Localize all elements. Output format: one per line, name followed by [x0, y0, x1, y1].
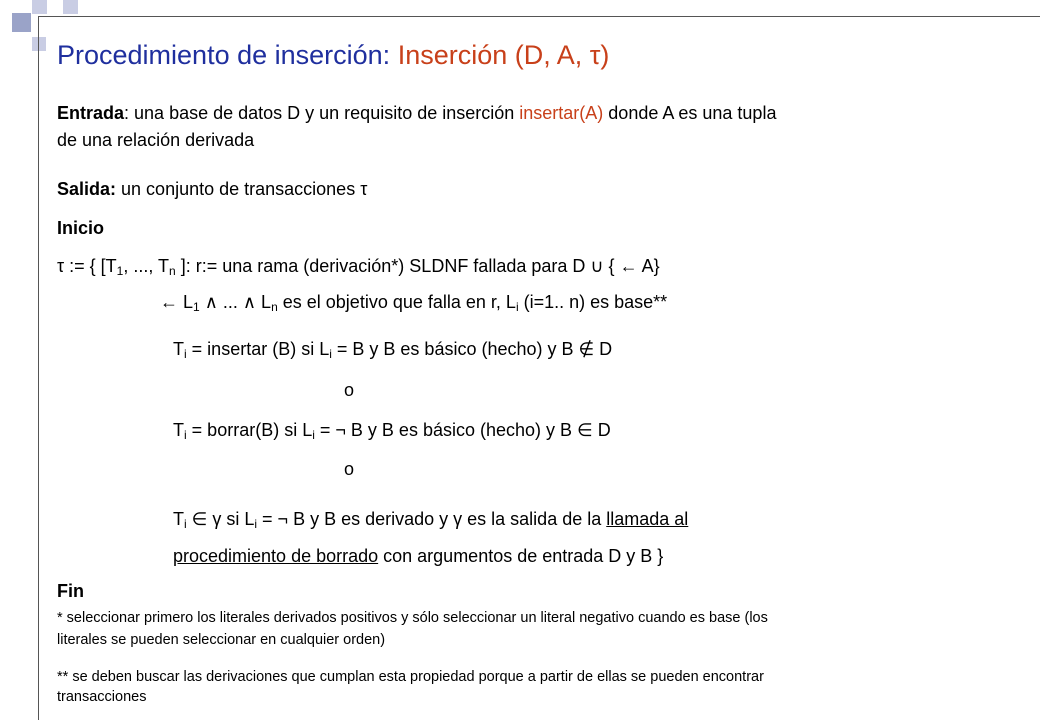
- entrada-line-1: Entrada: una base de datos D y un requisito de inserción insertar(A) donde A es una tupla: [57, 103, 777, 123]
- footnote-1-line-1: * seleccionar primero los literales derivados positivos y sólo seleccionar un literal negativo cuando es base (los: [57, 610, 768, 626]
- footnote-2: [57, 666, 764, 706]
- decor-square: [32, 37, 46, 51]
- tau-definition: τ := { [$T_1$, ..., $T_n$ ]: r:= una rama (derivación*) SLDNF fallada para D ∪ { ← A}: [57, 256, 660, 278]
- or-2: o: [344, 459, 355, 479]
- ti-derived-rule-line-1: $T_i$ ∈ γ si $L_i$ = ¬ B y B es derivado y γ es la salida de la llamada al: [173, 509, 689, 531]
- footnote-1: [57, 607, 768, 651]
- salida-line: Salida: un conjunto de transacciones τ: [57, 179, 368, 199]
- ti-derived-rule-line-2: procedimiento de borrado con argumentos de entrada D y B }: [173, 546, 664, 566]
- goal-line: ← $L_1$ ∧ ... ∧ $L_n$ es el objetivo que falla en r, $L_i$ (i=1.. n) es base**: [160, 292, 668, 314]
- fin-label: Fin: [57, 581, 84, 601]
- frame-line-vertical: [38, 16, 39, 720]
- inicio-label: Inicio: [57, 218, 105, 238]
- or-1: o: [344, 380, 355, 400]
- ti-delete-rule: $T_i$ = borrar(B) si $L_i$ = ¬ B y B es básico (hecho) y B ∈ D: [173, 420, 611, 442]
- decor-square: [12, 13, 31, 32]
- footnote-2-line-2: transacciones: [57, 689, 147, 705]
- link-procedimiento-borrado[interactable]: procedimiento de borrado: [173, 546, 379, 566]
- ti-insert-rule: $T_i$ = insertar (B) si $L_i = B$ y B es básico (hecho) y B ∉ D: [173, 339, 613, 361]
- entrada-line-2: de una relación derivada: [57, 130, 255, 150]
- footnote-2-line-1: ** se deben buscar las derivaciones que cumplan esta propiedad porque a partir de ellas se pueden encontrar: [57, 669, 764, 685]
- decor-square: [32, 0, 47, 14]
- frame-line-horizontal: [38, 16, 1040, 17]
- decor-square: [63, 0, 78, 14]
- link-llamada[interactable]: llamada al: [606, 509, 689, 529]
- footnote-1-line-2: literales se pueden seleccionar en cualquier orden): [57, 632, 386, 648]
- slide-title: Procedimiento de inserción: Inserción (D, A, τ): [57, 40, 610, 70]
